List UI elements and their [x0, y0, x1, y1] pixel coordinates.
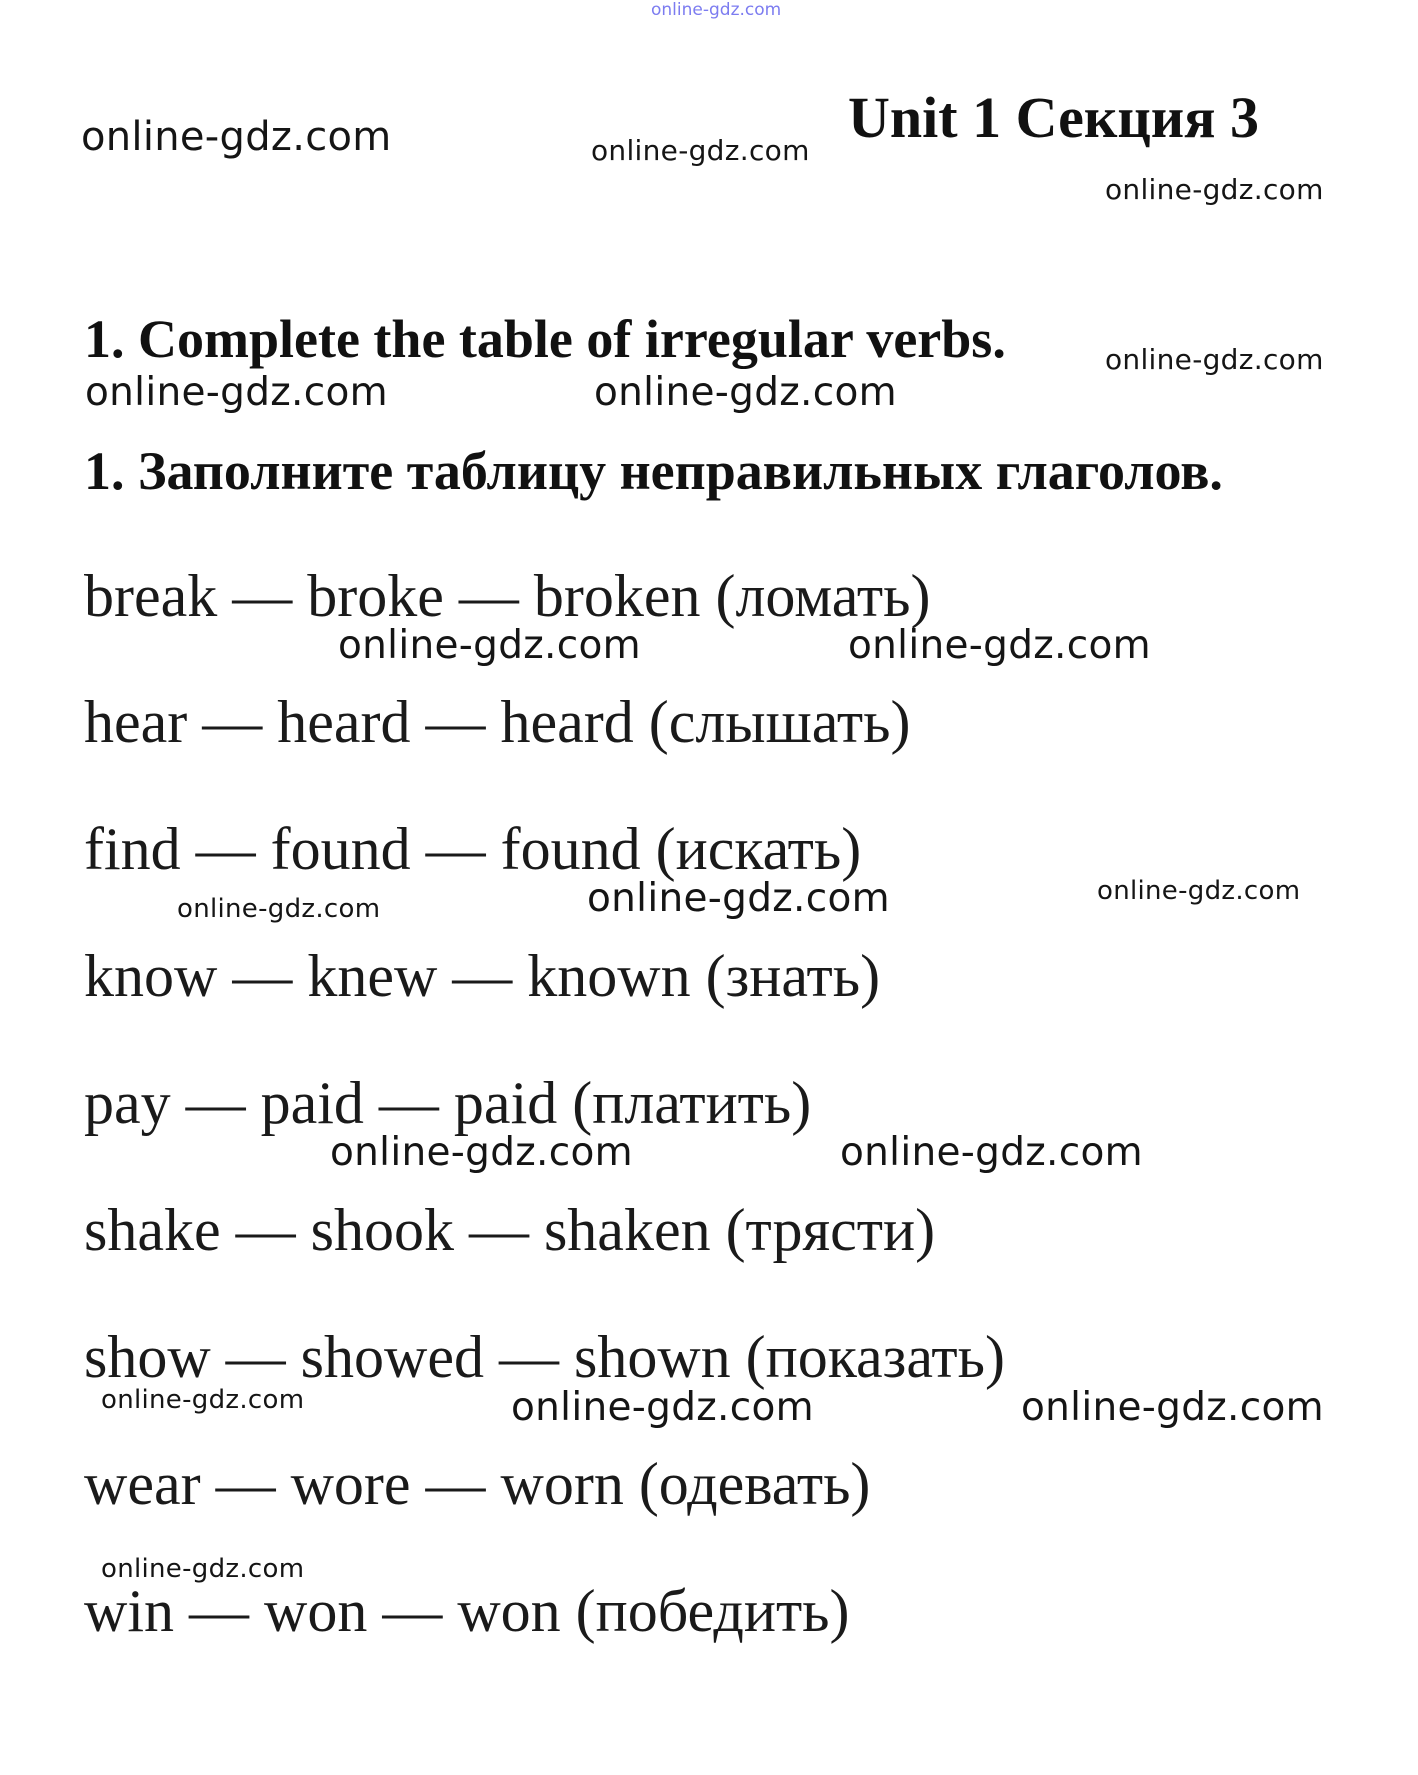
page-title: Unit 1 Секция 3 [848, 85, 1260, 150]
watermark: online-gdz.com [81, 114, 392, 160]
watermark: online-gdz.com [1097, 876, 1301, 906]
watermark: online-gdz.com [338, 623, 641, 668]
watermark: online-gdz.com [848, 623, 1151, 668]
watermark: online-gdz.com [1105, 173, 1324, 206]
verb-line: win — won — won (победить) [84, 1578, 850, 1644]
verb-line: show — showed — shown (показать) [84, 1324, 1005, 1390]
watermark: online-gdz.com [587, 876, 890, 921]
watermark: online-gdz.com [177, 894, 381, 924]
watermark: online-gdz.com [101, 1385, 305, 1415]
verb-line: hear — heard — heard (слышать) [84, 689, 911, 755]
watermark: online-gdz.com [840, 1130, 1143, 1175]
verb-line: break — broke — broken (ломать) [84, 563, 931, 629]
watermark: online-gdz.com [1021, 1385, 1324, 1430]
watermark: online-gdz.com [85, 370, 388, 415]
watermark-top: online-gdz.com [651, 0, 782, 20]
watermark: online-gdz.com [1105, 343, 1324, 376]
watermark: online-gdz.com [101, 1554, 305, 1584]
verb-line: shake — shook — shaken (трясти) [84, 1197, 936, 1263]
watermark: online-gdz.com [330, 1130, 633, 1175]
verb-line: know — knew — known (знать) [84, 943, 881, 1009]
watermark: online-gdz.com [591, 134, 810, 167]
watermark: online-gdz.com [594, 370, 897, 415]
verb-line: find — found — found (искать) [84, 816, 862, 882]
verb-line: pay — paid — paid (платить) [84, 1070, 812, 1136]
task-instruction-en: 1. Complete the table of irregular verbs. [84, 309, 1006, 369]
task-instruction-ru: 1. Заполните таблицу неправильных глаголов. [84, 441, 1223, 501]
watermark: online-gdz.com [511, 1385, 814, 1430]
verb-line: wear — wore — worn (одевать) [84, 1451, 871, 1517]
